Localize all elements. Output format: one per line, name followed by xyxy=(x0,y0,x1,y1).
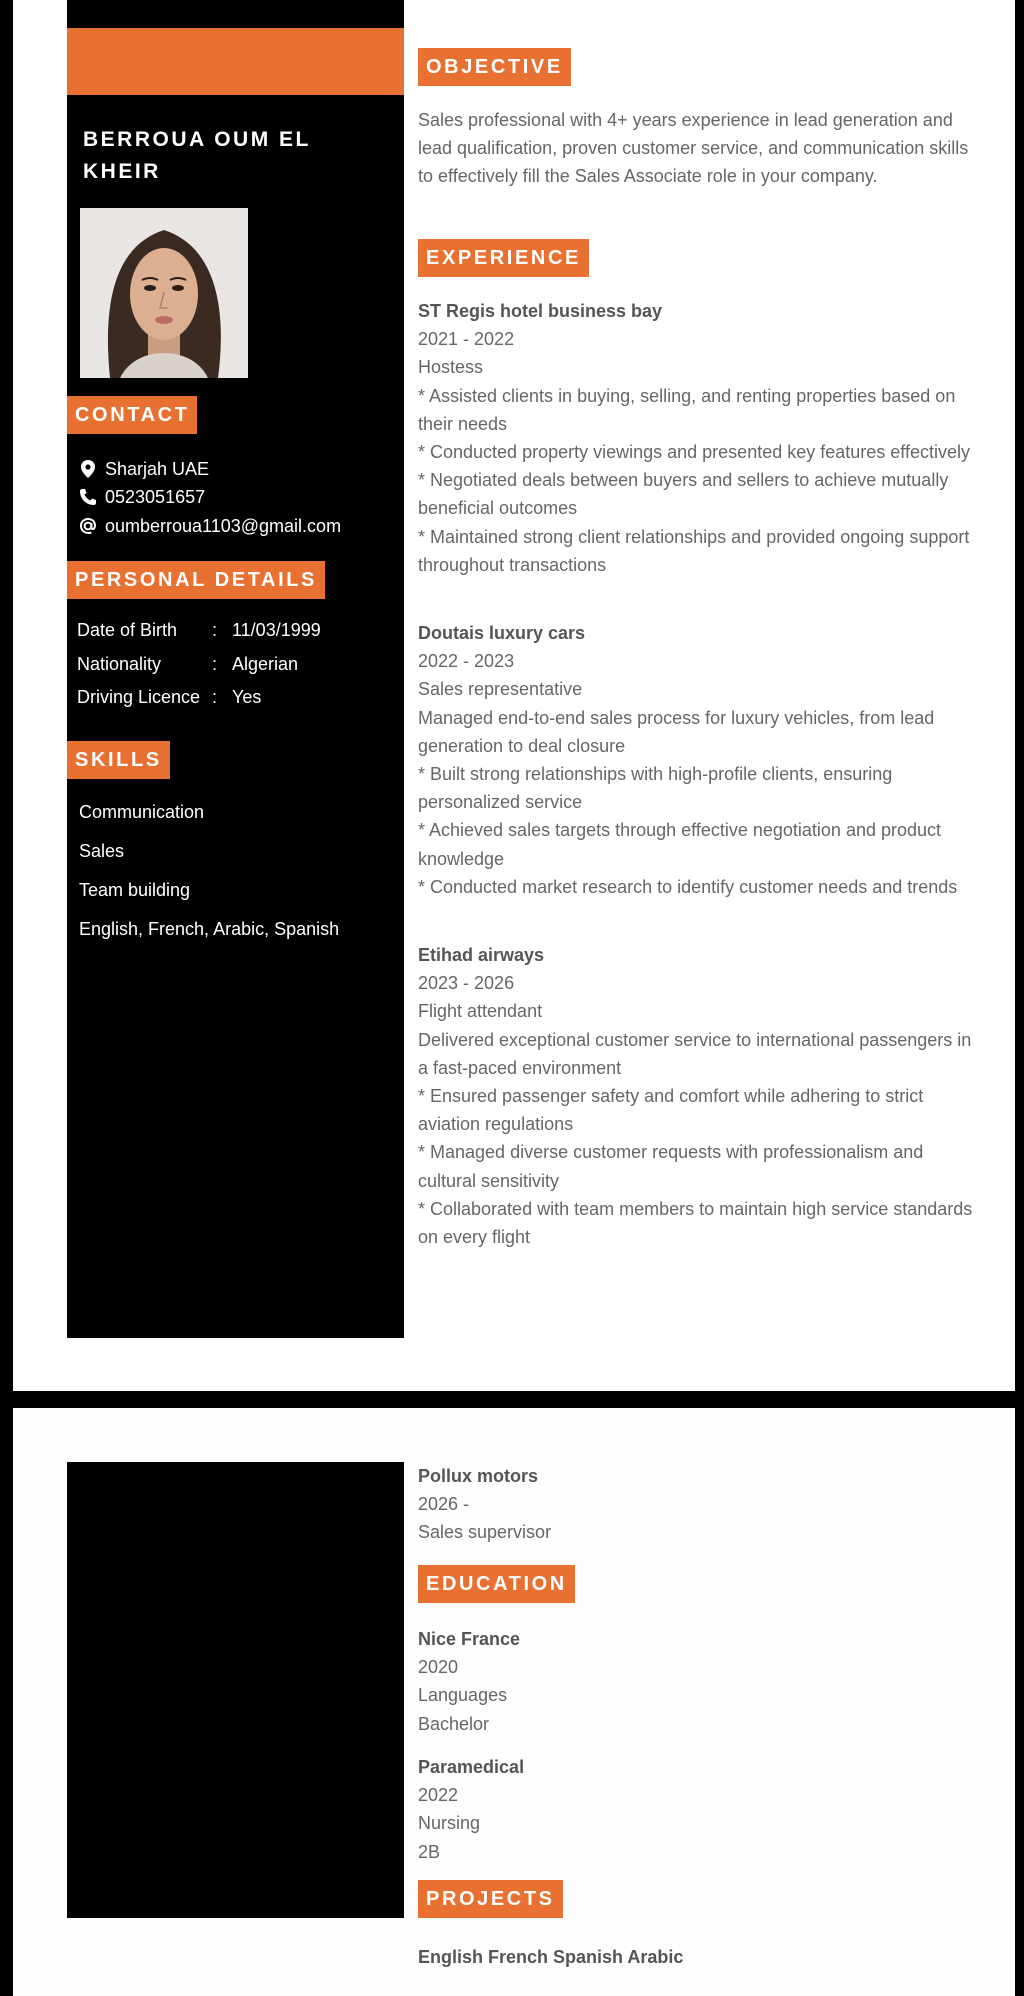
education-degree: Bachelor xyxy=(418,1713,490,1734)
job-role: Hostess xyxy=(418,357,484,378)
job-role: Flight attendant xyxy=(418,1001,543,1022)
projects-heading: PROJECTS xyxy=(418,1880,563,1918)
job-bullet: * Assisted clients in buying, selling, and renting properties based on their needs xyxy=(418,385,956,434)
licence-value: Yes xyxy=(232,687,262,707)
education-field: Nursing xyxy=(418,1813,481,1834)
job-dates: 2026 - xyxy=(418,1494,470,1515)
education-heading: EDUCATION xyxy=(418,1565,575,1603)
experience-item xyxy=(418,619,978,901)
job-dates: 2023 - 2026 xyxy=(418,973,515,994)
nationality-value: Algerian xyxy=(232,654,299,674)
job-bullet: * Ensured passenger safety and comfort while adhering to strict aviation regulations xyxy=(418,1086,924,1135)
job-bullet: * Achieved sales targets through effective negotiation and product knowledge xyxy=(418,820,942,869)
job-role: Sales supervisor xyxy=(418,1522,552,1543)
dob-value: 11/03/1999 xyxy=(232,620,321,640)
contact-phone xyxy=(77,484,205,510)
experience-item xyxy=(418,941,978,1251)
licence-label: Driving Licence xyxy=(77,687,201,707)
resume-page-2 xyxy=(13,1408,1015,1996)
phone-icon xyxy=(77,486,99,508)
experience-item xyxy=(418,297,978,579)
objective-heading: OBJECTIVE xyxy=(418,48,571,86)
at-icon xyxy=(77,515,99,537)
experience-heading: EXPERIENCE xyxy=(418,239,589,277)
sidebar xyxy=(67,0,404,1338)
job-bullet: * Conducted market research to identify customer needs and trends xyxy=(418,876,958,897)
nationality-separator: : xyxy=(212,654,218,674)
contact-email xyxy=(77,513,341,539)
job-bullet: * Negotiated deals between buyers and sellers to achieve mutually beneficial outcomes xyxy=(418,470,949,519)
map-pin-icon xyxy=(77,458,99,480)
objective-text xyxy=(418,106,978,191)
job-bullet: * Maintained strong client relationships and provided ongoing support throughout transactions xyxy=(418,526,970,575)
skill-item: English, French, Arabic, Spanish xyxy=(79,919,340,939)
job-bullet: * Built strong relationships with high-profile clients, ensuring personalized service xyxy=(418,764,893,813)
job-dates: 2021 - 2022 xyxy=(418,329,515,350)
contact-location-text: Sharjah UAE xyxy=(105,458,210,479)
job-bullet: Delivered exceptional customer service to international passengers in a fast-paced environment xyxy=(418,1029,972,1078)
candidate-name: BERROUA OUM EL KHEIR xyxy=(83,128,311,183)
portrait-image xyxy=(80,208,248,378)
project-item xyxy=(418,1943,978,1971)
contact-email-text: oumberroua1103@gmail.com xyxy=(105,515,342,536)
contact-location xyxy=(77,456,209,482)
company-name: Doutais luxury cars xyxy=(418,623,586,643)
education-year: 2022 xyxy=(418,1785,459,1806)
contact-phone-text: 0523051657 xyxy=(105,486,206,507)
company-name: Etihad airways xyxy=(418,945,545,965)
education-degree: 2B xyxy=(418,1841,441,1862)
skills-heading: SKILLS xyxy=(67,741,170,779)
dob-label: Date of Birth xyxy=(77,620,178,640)
profile-photo xyxy=(80,208,248,378)
education-field: Languages xyxy=(418,1685,508,1706)
job-bullet: * Conducted property viewings and presented key features effectively xyxy=(418,442,970,463)
sidebar-accent-bar xyxy=(67,28,404,95)
objective-paragraph: Sales professional with 4+ years experience in lead generation and lead qualification, proven customer service, and communication skills to effectively fill the Sales Associate role in your company. xyxy=(418,110,969,187)
job-dates: 2022 - 2023 xyxy=(418,651,515,672)
education-item xyxy=(418,1753,978,1866)
contact-heading: CONTACT xyxy=(67,396,197,434)
education-item xyxy=(418,1625,978,1738)
resume-page-1 xyxy=(13,0,1015,1391)
licence-separator: : xyxy=(212,687,218,707)
personal-details-heading: PERSONAL DETAILS xyxy=(67,561,325,599)
nationality-label: Nationality xyxy=(77,654,162,674)
job-bullet: * Managed diverse customer requests with professionalism and cultural sensitivity xyxy=(418,1142,924,1191)
experience-continued xyxy=(418,1462,978,1547)
education-year: 2020 xyxy=(418,1657,459,1678)
company-name: ST Regis hotel business bay xyxy=(418,301,663,321)
dob-separator: : xyxy=(212,620,218,640)
job-bullet: Managed end-to-end sales process for luxury vehicles, from lead generation to deal closure xyxy=(418,707,935,756)
sidebar-continued xyxy=(67,1462,404,1918)
project-title: English French Spanish Arabic xyxy=(418,1947,684,1967)
company-name: Pollux motors xyxy=(418,1466,539,1486)
job-role: Sales representative xyxy=(418,679,583,700)
job-bullet: * Collaborated with team members to maintain high service standards on every flight xyxy=(418,1198,973,1248)
skill-item: Sales xyxy=(79,841,125,861)
school-name: Nice France xyxy=(418,1629,521,1649)
school-name: Paramedical xyxy=(418,1757,525,1777)
skill-item: Communication xyxy=(79,802,205,822)
skill-item: Team building xyxy=(79,880,191,900)
